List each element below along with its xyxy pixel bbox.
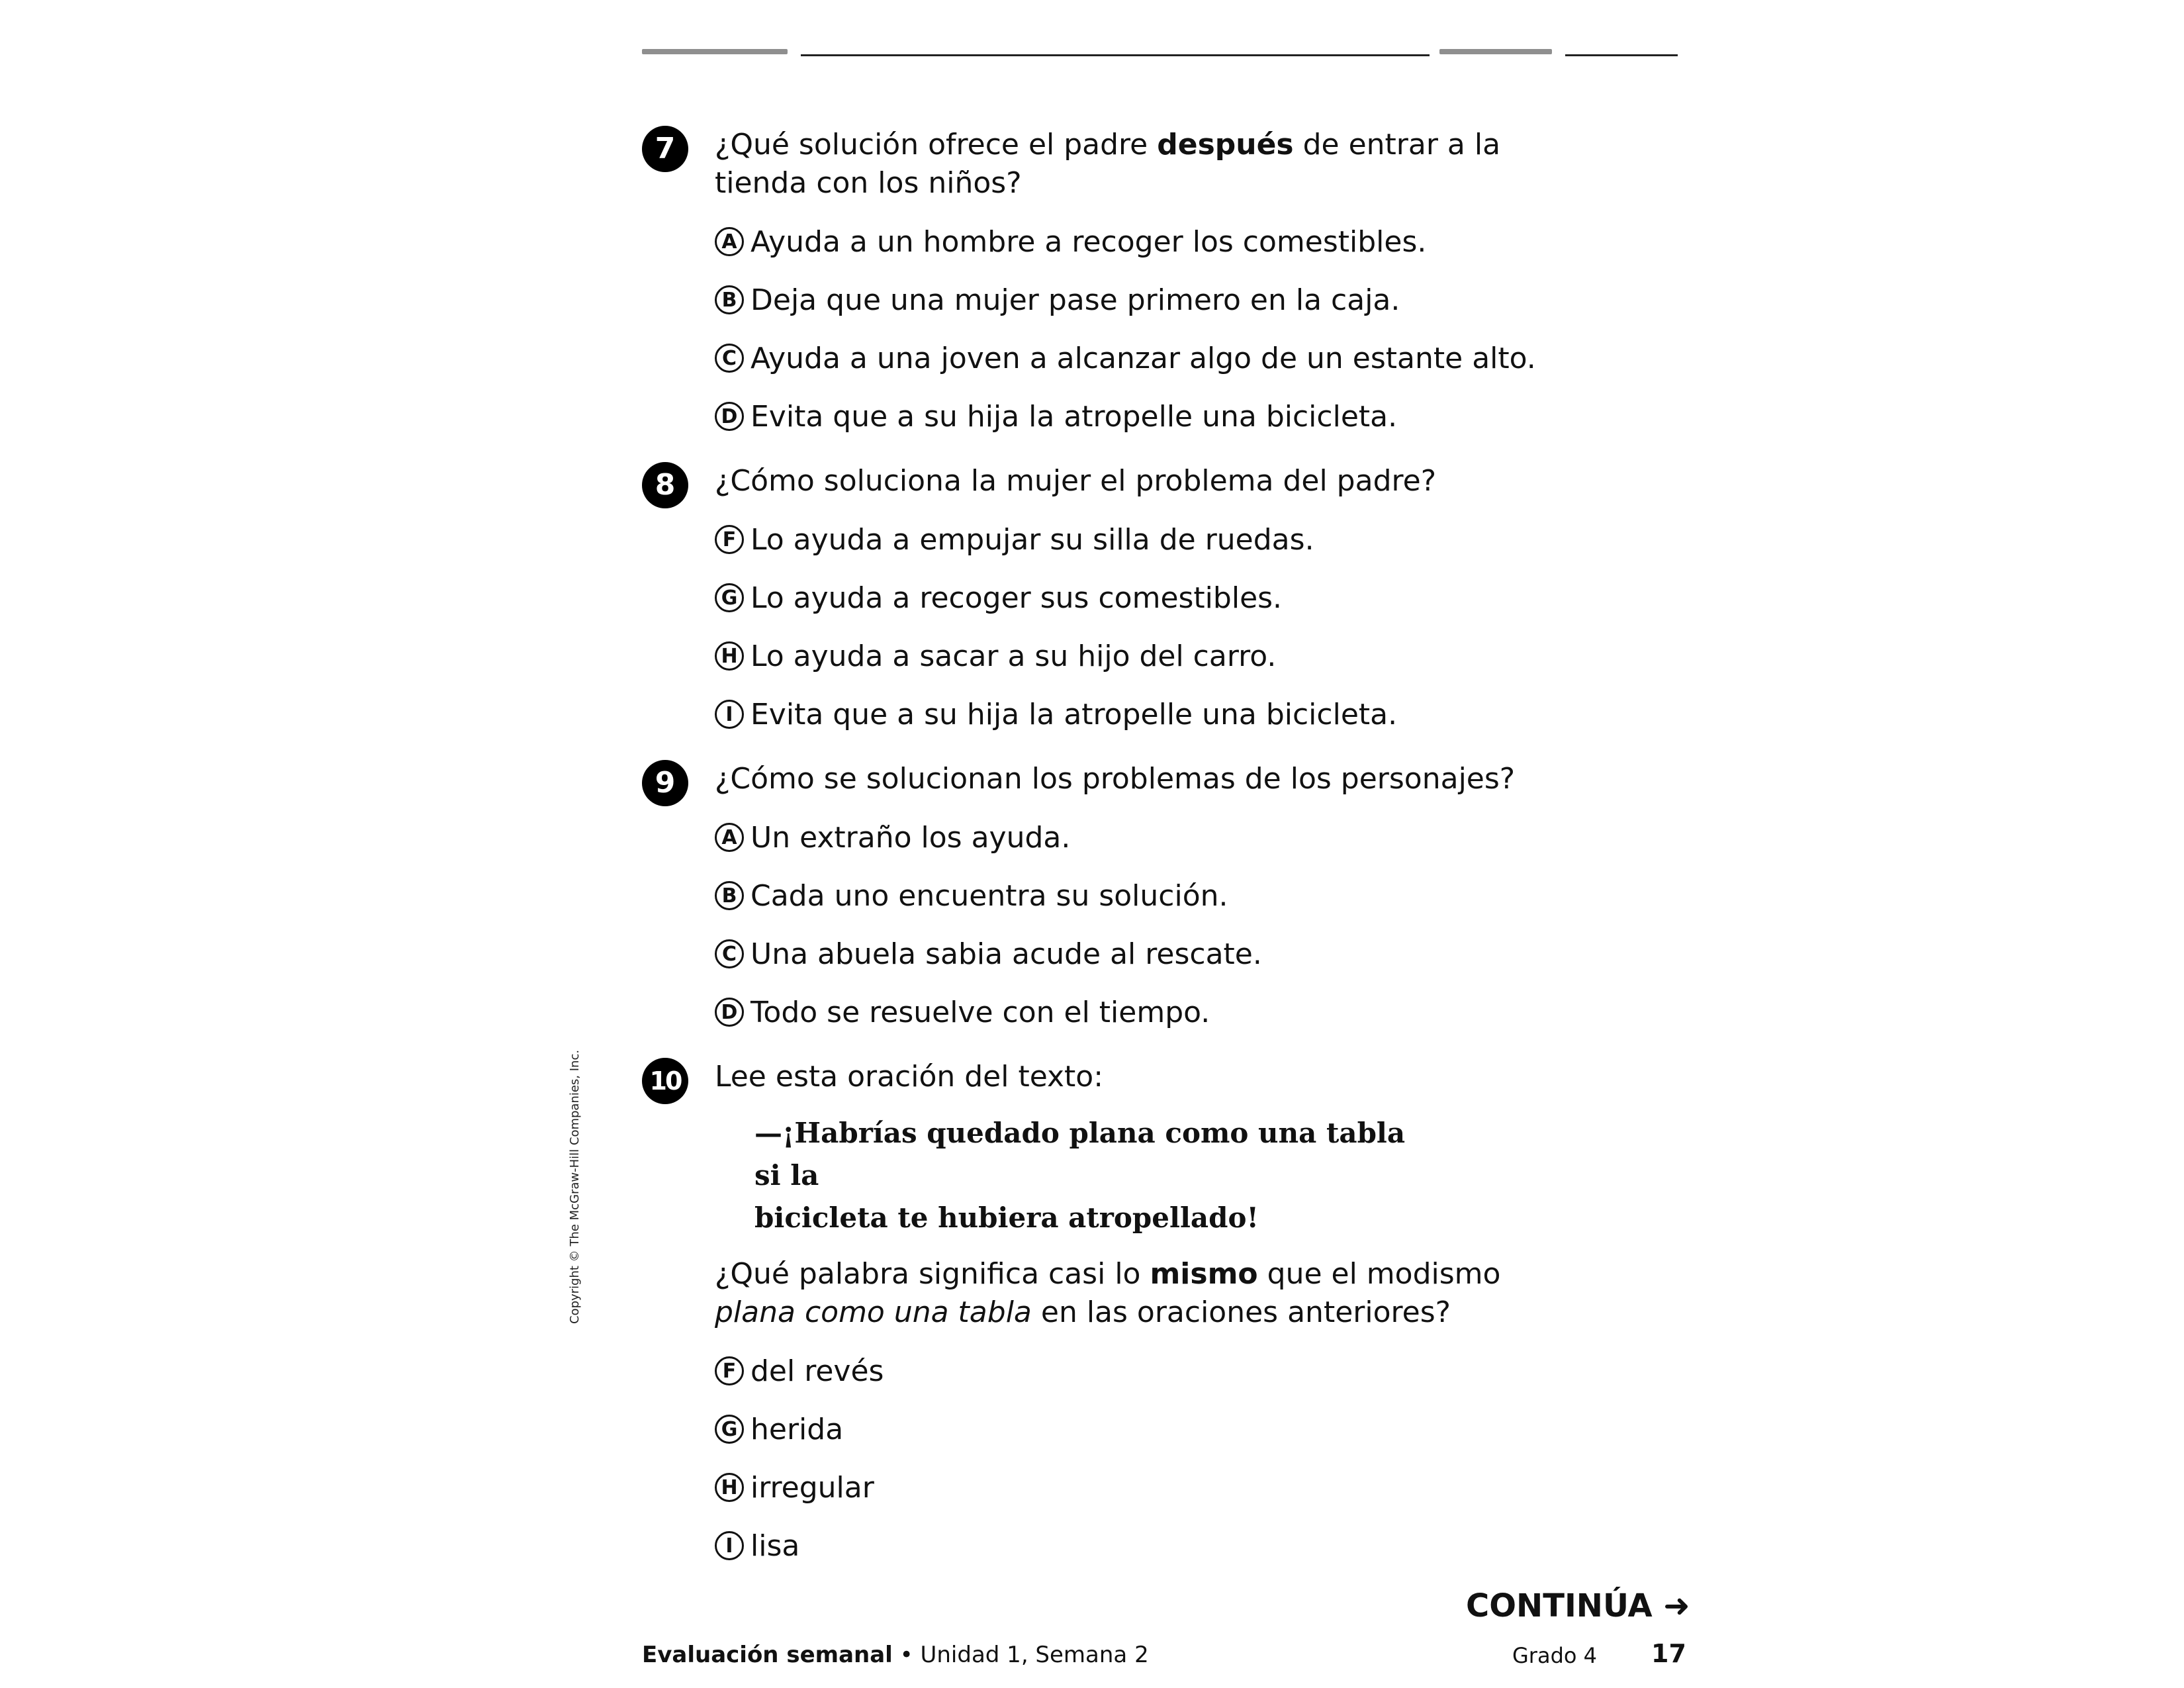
question-text: ¿Cómo soluciona la mujer el problema del padre? [715,464,1437,498]
name-blank-line [801,54,1430,56]
page-number: 17 [1651,1639,1686,1668]
question-text: ¿Cómo se solucionan los problemas de los personajes? [715,762,1516,796]
answer-option[interactable] [715,876,1701,915]
answer-text: Ayuda a un hombre a recoger los comestibles. [751,224,1427,259]
question-number-badge: 9 [642,760,688,806]
answer-text: Deja que una mujer pase primero en la caja. [751,283,1400,317]
quoted-sentence [754,1112,1416,1239]
answer-option[interactable] [715,1526,1701,1565]
answer-text: Un extraño los ayuda. [751,820,1071,855]
answer-bubble[interactable]: F [715,1356,744,1385]
answer-option[interactable] [715,222,1701,261]
answer-text: Una abuela sabia acude al rescate. [751,937,1262,971]
answer-option[interactable] [715,993,1701,1031]
answer-option[interactable] [715,1468,1701,1507]
question-intro: Lee esta oración del texto: [715,1060,1104,1094]
answer-text: Lo ayuda a sacar a su hijo del carro. [751,639,1277,673]
question-text: ¿Qué palabra significa casi lo mismo que el modismo plana como una tabla en las oraciones anteriores? [715,1257,1501,1329]
question-8 [642,462,1701,733]
answer-bubble[interactable]: C [715,939,744,968]
question-7 [642,126,1701,436]
answer-text: Evita que a su hija la atropelle una bicicleta. [751,697,1398,731]
answer-bubble[interactable]: H [715,641,744,671]
answer-bubble[interactable]: H [715,1473,744,1502]
footer-grade: Grado 4 [1512,1643,1597,1668]
answer-option[interactable] [715,1410,1701,1448]
answer-text: Lo ayuda a recoger sus comestibles. [751,581,1283,615]
question-10 [642,1058,1701,1565]
answer-options [715,222,1701,436]
answer-option[interactable] [715,935,1701,973]
answer-text: herida [751,1412,844,1446]
answer-text: irregular [751,1470,874,1505]
answer-options [715,1352,1701,1565]
answer-bubble[interactable]: D [715,402,744,431]
answer-text: lisa [751,1528,800,1563]
answer-option[interactable] [715,520,1701,559]
copyright-notice: Copyright © The McGraw-Hill Companies, Inc. [568,1049,582,1324]
question-text: ¿Qué solución ofrece el padre después de entrar a la tienda con los niños? [715,128,1501,200]
answer-option[interactable] [715,339,1701,377]
answer-bubble[interactable]: C [715,344,744,373]
answer-bubble[interactable]: B [715,881,744,910]
continue-label: CONTINÚA ➜ [1466,1587,1690,1624]
date-blank-line [1565,54,1678,56]
date-label-cutoff [1439,49,1552,54]
answer-bubble[interactable]: I [715,700,744,729]
answer-bubble[interactable]: F [715,525,744,554]
answer-bubble[interactable]: D [715,998,744,1027]
name-label-cutoff [642,49,788,54]
answer-bubble[interactable]: A [715,227,744,256]
answer-option[interactable] [715,579,1701,617]
answer-text: Todo se resuelve con el tiempo. [751,995,1210,1029]
answer-option[interactable] [715,397,1701,436]
answer-option[interactable] [715,1352,1701,1390]
answer-text: Evita que a su hija la atropelle una bicicleta. [751,399,1398,434]
question-9 [642,760,1701,1031]
answer-options [715,520,1701,733]
answer-options [715,818,1701,1031]
answer-text: del revés [751,1354,884,1388]
answer-bubble[interactable]: I [715,1531,744,1560]
answer-option[interactable] [715,281,1701,319]
answer-option[interactable] [715,818,1701,857]
answer-bubble[interactable]: A [715,823,744,852]
question-number-badge: 10 [642,1058,688,1104]
questions-area [642,126,1701,1585]
question-number-badge: 7 [642,126,688,172]
answer-bubble[interactable]: G [715,583,744,612]
answer-text: Ayuda a una joven a alcanzar algo de un estante alto. [751,341,1536,375]
footer-assessment-title: Evaluación semanal • Unidad 1, Semana 2 [642,1642,1149,1668]
quote-line: bicicleta te hubiera atropellado! [754,1201,1259,1234]
quote-line: —¡Habrías quedado plana como una tabla si la [754,1117,1406,1192]
answer-option[interactable] [715,695,1701,733]
answer-option[interactable] [715,637,1701,675]
answer-bubble[interactable]: G [715,1415,744,1444]
answer-text: Lo ayuda a empujar su silla de ruedas. [751,522,1314,557]
answer-bubble[interactable]: B [715,285,744,314]
question-number-badge: 8 [642,462,688,508]
answer-text: Cada uno encuentra su solución. [751,878,1228,913]
